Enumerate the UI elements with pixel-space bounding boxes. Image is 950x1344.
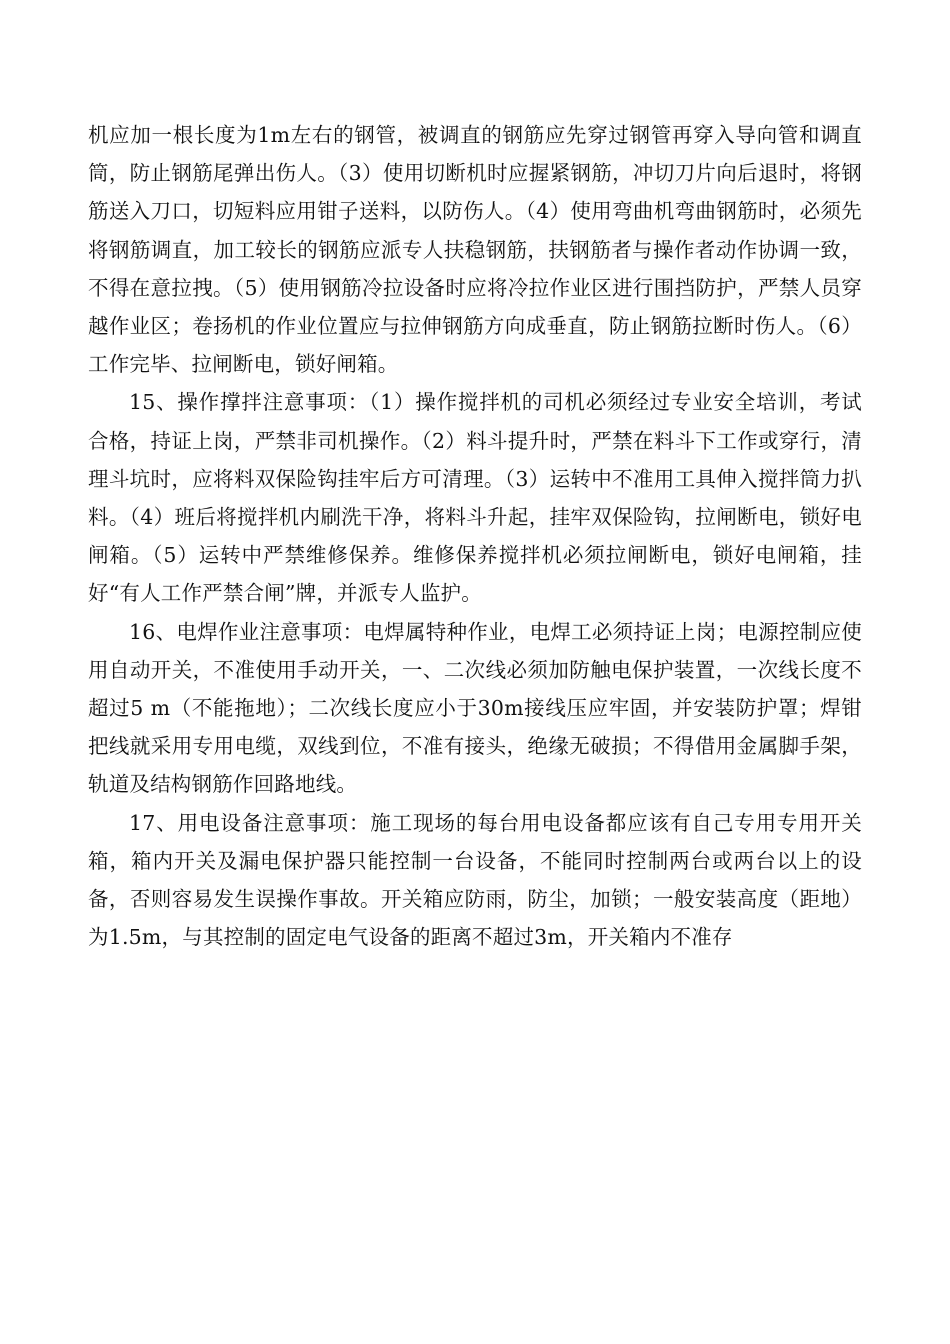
- paragraph-item-16: 16、电焊作业注意事项：电焊属特种作业，电焊工必须持证上岗；电源控制应使用自动开关，不准使用手动开关，一、二次线必须加防触电保护装置，一次线长度不超过5 m（不能拖地）；二次线长度应小于30m接线压应牢固，并安装防护罩；焊钳把线就采用专用电缆，双线到位，不准有接头，绝缘无破损；不得借用金属脚手架，轨道及结构钢筋作回路地线。: [88, 619, 862, 797]
- paragraph-item-15: 15、操作撑拌注意事项：（1）操作搅拌机的司机必须经过专业安全培训，考试合格，持证上岗，严禁非司机操作。（2）料斗提升时，严禁在料斗下工作或穿行，清理斗坑时，应将料双保险钩挂牢后方可清理。（3）运转中不准用工具伸入搅拌筒力扒料。（4）班后将搅拌机内刷洗干净，将料斗升起，挂牢双保险钩，拉闸断电，锁好电闸箱。（5）运转中严禁维修保养。维修保养搅拌机必须拉闸断电，锁好电闸箱，挂好“有人工作严禁合闸”牌，并派专人监护。: [88, 390, 862, 606]
- paragraph-item-17: 17、用电设备注意事项：施工现场的每台用电设备都应该有自己专用专用开关箱，箱内开关及漏电保护器只能控制一台设备，不能同时控制两台或两台以上的设备，否则容易发生误操作事故。开关箱应防雨，防尘，加锁；一般安装高度（距地）为1.5m，与其控制的固定电气设备的距离不超过3m，开关箱内不准存: [88, 810, 862, 950]
- paragraph-continuation: 机应加一根长度为1m左右的钢管，被调直的钢筋应先穿过钢管再穿入导向管和调直筒，防止钢筋尾弹出伤人。（3）使用切断机时应握紧钢筋，冲切刀片向后退时，将钢筋送入刀口，切短料应用钳子送料，以防伤人。（4）使用弯曲机弯曲钢筋时，必须先将钢筋调直，加工较长的钢筋应派专人扶稳钢筋，扶钢筋者与操作者动作协调一致，不得在意拉拽。（5）使用钢筋冷拉设备时应将冷拉作业区进行围挡防护，严禁人员穿越作业区；卷扬机的作业位置应与拉伸钢筋方向成垂直，防止钢筋拉断时伤人。（6）工作完毕、拉闸断电，锁好闸箱。: [88, 123, 862, 377]
- document-page: [88, 116, 862, 956]
